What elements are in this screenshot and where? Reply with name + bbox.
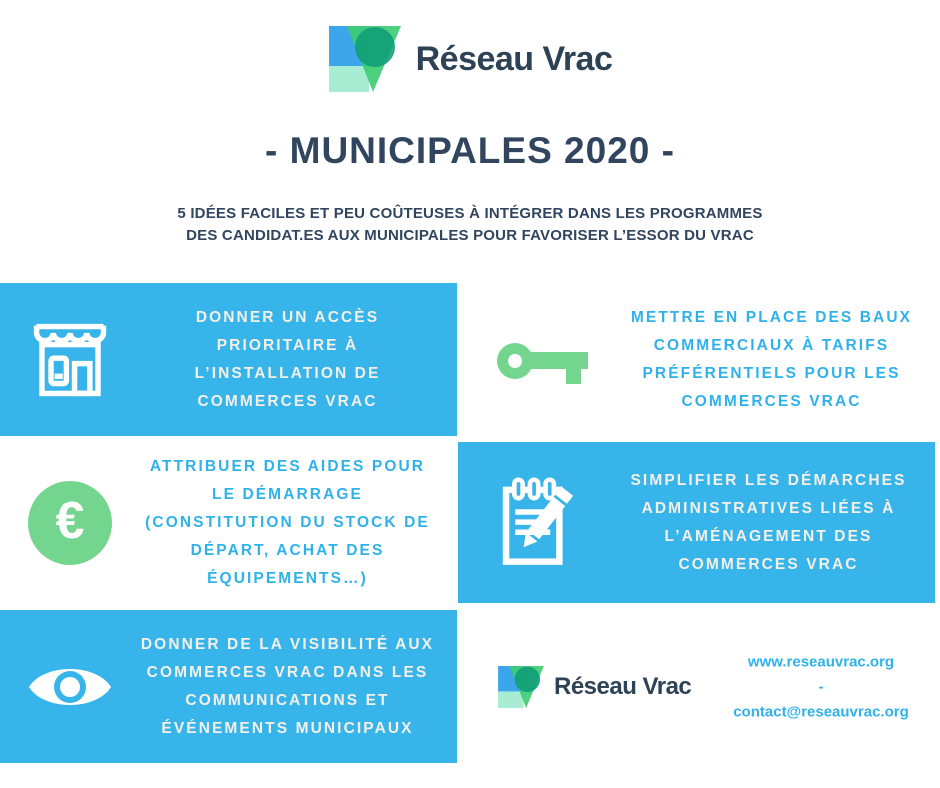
idea-tile-4 [458,442,935,603]
euro-icon [0,481,140,565]
idea-text-1: DONNER UN ACCÈS PRIORITAIRE À L’INSTALLATION DE COMMERCES VRAC [194,308,381,410]
idea-text-5: DONNER DE LA VISIBILITÉ AUX COMMERCES VRAC DANS LES COMMUNICATIONS ET ÉVÉNEMENTS MUNICIPAUX [140,635,435,737]
key-icon [458,332,630,388]
idea-tile-1 [0,283,457,436]
subtitle-line-2: DES CANDIDAT.ES AUX MUNICIPALES POUR FAVORISER L’ESSOR DU VRAC [186,227,754,244]
footer-logo [498,666,691,708]
idea-tile-5 [0,610,457,763]
idea-text-2: METTRE EN PLACE DES BAUX COMMERCIAUX À TARIFS PRÉFÉRENTIELS POUR LES COMMERCES VRAC [630,308,913,410]
subtitle-line-1: 5 IDÉES FACILES ET PEU COÛTEUSES À INTÉGRER DANS LES PROGRAMMES [177,205,763,222]
logo-wordmark: Réseau Vrac [415,39,613,78]
footer-tile [458,610,935,763]
idea-tile-3 [0,442,457,603]
notepad-pencil-icon [458,473,624,573]
idea-tile-2 [458,283,935,436]
storefront-icon [0,313,140,407]
page-subtitle [0,203,940,247]
reseau-vrac-logo-icon [498,666,544,708]
eye-icon [0,657,140,717]
contact-block [716,649,926,724]
footer-logo-wordmark: Réseau Vrac [554,672,692,700]
euro-symbol: € [55,491,85,550]
reseau-vrac-logo-icon [328,26,402,92]
page-title: - MUNICIPALES 2020 - [265,130,675,171]
contact-separator: - [818,678,824,695]
idea-text-4: SIMPLIFIER LES DÉMARCHES ADMINISTRATIVES LIÉES À L’AMÉNAGEMENT DES COMMERCES VRAC [630,471,907,573]
website-link[interactable]: www.reseauvrac.org [747,653,895,670]
header-logo [0,26,940,92]
idea-text-3: ATTRIBUER DES AIDES POUR LE DÉMARRAGE (CONSTITUTION DU STOCK DE DÉPART, ACHAT DES ÉQUIPEMENTS…) [145,457,430,587]
email-link[interactable]: contact@reseauvrac.org [733,703,909,720]
